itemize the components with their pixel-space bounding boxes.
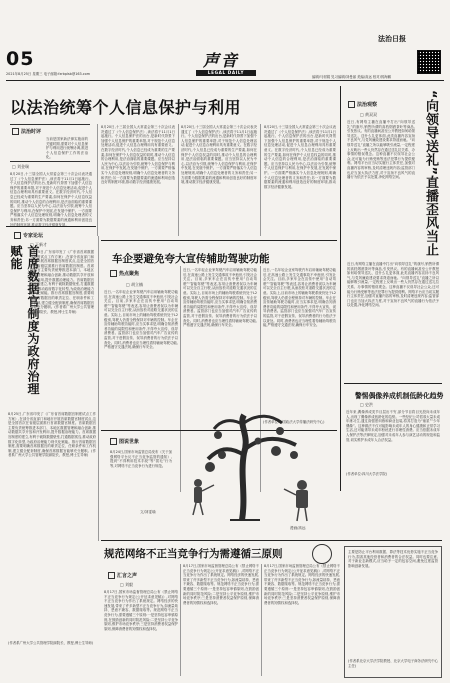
main-body-col3: 8月20日,十三届全国人大常委会第三十次会议表决通过了《个人信息保护法》,该法将于11月1日起施行。个人信息保护法的出台,是新时代背景下加强个人信息保护的重要举措,对于规范个人信息处理活动,促进个人信息合理利用具有重要意义。在数字经济时代,个人信息已经成为重要的生产要素,如何在保护个人信息权益的同时,推动个人信息的合理利用,是法治面临的重要课题。应当坚持以人民为中心,以法治为引领,统筹个人信息保护与利用,在保护中发展,在发展中保护。一方面要严格落实个人信息处理规则,明确个人信息处理者的义务和责任;另一方面要为数据要素的流通和利用创造良好的制度环境,推动数字经济健康发展。 [181, 125, 257, 185]
pen-icon [108, 572, 115, 579]
right-author: □ 黄双双 [360, 112, 378, 117]
bottom-side-body: 主要是防止平台利用数据、算法等技术优势实施不正当竞争行为,损害其他经营者和消费者的合法权益。同时也要注意,对于新业态新模式,应当给予一定的包容空间,避免过度监管影响创新发展。 [348, 550, 438, 568]
car-author: □ 胡立楠 [126, 282, 144, 287]
bottom-circle-icon [312, 544, 332, 564]
car-footnote: (作者单位:中国政法大学传播法研究中心) [263, 420, 325, 424]
header-editors: 编辑/马树娟 见习编辑/刘曼丽 美编/高远 校对/郭海鹏 [312, 75, 392, 79]
section-name-en: LEGAL DAILY [207, 70, 245, 75]
header-meta: 2021年8月25日 星期三 电子邮箱:fzrbplsb@163.com [6, 72, 91, 76]
main-author: □ 刘金瑞 [12, 164, 30, 169]
bottom-author: □ 刘毅 [120, 582, 134, 587]
section-name: 声音 [203, 51, 240, 70]
car-headline: 车企要避免夸大宣传辅助驾驶功能 [112, 253, 270, 265]
pen-icon [110, 438, 117, 445]
idol-body: 近年来,偶像养成类节目层出不穷,部分节目将目光投向未成年人,出现了偶像养成低龄化的趋势。一些经纪公司招募大量未成年练习生,通过高强度训练和商业包装,将其打造为“童星”“少年偶像”。这种做法不仅可能影响未成年人的身心健康和正常学习生活,还可能诱导未成年粉丝进行非理性消费。应当依据未成年人保护法等法律规定,加强对未成年人参与演艺活动的规范和监管,切实维护未成年人合法权益。 [346, 410, 440, 442]
bottom-body-col2: 8月17日,国家市场监督管理总局公布《禁止网络不正当竞争行为规定(公开征求意见稿)》,对网络不正当竞争行为作出了系统规定。网络经济的快速发展,带来了许多新型不正当竞争行为,如流量劫持、恶意不兼容、数据爬取等。规范网络不正当竞争行为,需要遵循三个原则:一是坚持包容审慎原则,在鼓励创新的同时防范风险;二是坚持公平竞争原则,维护市场竞争秩序;三是坚持消费者权益保护原则,保障消费者的知情权和选择权。 [183, 564, 259, 605]
main-headline: 以法治统筹个人信息保护与利用 [10, 98, 242, 117]
masthead: 法治日报 [378, 34, 406, 43]
cartoon-caption: 8月24日,国家市场监管总局发布《关于加强网络平台反不正当竞争监管的通知》,提到“不得利用技术手段”等“拔毛”行为等,对网络不正当竞争行为进行规范。 [110, 450, 172, 468]
car-body-col3: 近日,一名年轻企业家驾驶汽车启用辅助驾驶功能后,在高速公路上发生交通事故不幸逝世,引发社会关注。目前,多家车企在宣传中使用“自动驾驶”“智能驾驶”等表述,容易让消费者误以为车辆可以完全自主行驶,从而放松对道路交通状况的注意。实际上,目前市场上的辅助驾驶系统仍处于L2级别,驾驶人仍需全程保持对车辆的控制。车企在宣传辅助驾驶功能时,应当实事求是,明确告知消费者功能的局限性和使用条件,不得夸大宣传、误导消费者。监管部门也应当加强对汽车广告宣传的监管,对于虚假宣传、误导消费者的行为依法予以查处。同时,消费者也应当理性看待辅助驾驶功能,严格遵守交通法规,确保行车安全。 [263, 268, 336, 328]
main-body-col2: 8月20日,十三届全国人大常委会第三十次会议表决通过了《个人信息保护法》,该法将于11月1日起施行。个人信息保护法的出台,是新时代背景下加强个人信息保护的重要举措,对于规范个人信息处理活动,促进个人信息合理利用具有重要意义。在数字经济时代,个人信息已经成为重要的生产要素,如何在保护个人信息权益的同时,推动个人信息的合理利用,是法治面临的重要课题。应当坚持以人民为中心,以法治为引领,统筹个人信息保护与利用,在保护中发展,在发展中保护。一方面要严格落实个人信息处理规则,明确个人信息处理者的义务和责任;另一方面要为数据要素的流通和利用创造良好的制度环境,推动数字经济健康发展。 [101, 125, 175, 185]
main-column-box [10, 124, 90, 162]
left-headline: 首席数据官制度为政府治理赋能 [9, 245, 40, 395]
car-body-col1: 近日,一名年轻企业家驾驶汽车启用辅助驾驶功能后,在高速公路上发生交通事故不幸逝世,引发社会关注。目前,多家车企在宣传中使用“自动驾驶”“智能驾驶”等表述,容易让消费者误以为车辆可以完全自主行驶,从而放松对道路交通状况的注意。实际上,目前市场上的辅助驾驶系统仍处于L2级别,驾驶人仍需全程保持对车辆的控制。车企在宣传辅助驾驶功能时,应当实事求是,明确告知消费者功能的局限性和使用条件,不得夸大宣传、误导消费者。监管部门也应当加强对汽车广告宣传的监管,对于虚假宣传、误导消费者的行为依法予以查处。同时,消费者也应当理性看待辅助驾驶功能,严格遵守交通法规,确保行车安全。 [104, 290, 178, 350]
car-body-col2: 近日,一名年轻企业家驾驶汽车启用辅助驾驶功能后,在高速公路上发生交通事故不幸逝世,引发社会关注。目前,多家车企在宣传中使用“自动驾驶”“智能驾驶”等表述,容易让消费者误以为车辆可以完全自主行驶,从而放松对道路交通状况的注意。实际上,目前市场上的辅助驾驶系统仍处于L2级别,驾驶人仍需全程保持对车辆的控制。车企在宣传辅助驾驶功能时,应当实事求是,明确告知消费者功能的局限性和使用条件,不得夸大宣传、误导消费者。监管部门也应当加强对汽车广告宣传的监管,对于虚假宣传、误导消费者的行为依法予以查处。同时,消费者也应当理性看待辅助驾驶功能,严格遵守交通法规,确保行车安全。 [183, 268, 257, 328]
bottom-side-box [344, 546, 442, 678]
idol-headline: 警惕偶像养成机制低龄化趋势 [355, 392, 444, 400]
car-column-tag: 热点聚焦 [110, 270, 139, 277]
pruning-person [284, 480, 308, 521]
cartoon-illustration [180, 395, 340, 525]
qr-code [417, 50, 441, 74]
page-number: 05 [6, 48, 35, 70]
section-name-en-bar [196, 70, 256, 76]
pen-icon [12, 128, 19, 135]
left-author: □ 王新才 [30, 242, 48, 247]
pen-icon [110, 270, 117, 277]
pen-icon [348, 101, 355, 108]
right-headline: “向领导送礼”直播歪风当止 [423, 90, 438, 257]
bottom-column-tag: 汇言之声 [108, 572, 137, 579]
person-with-scissors [193, 479, 214, 515]
right-body-b: 近日,有网络主播在直播中打出“向领导送礼”的旗号,销售所谓的高档烟酒茶叶等商品,引发热议。有的直播间甚至公开教授如何给领导送礼、送什么礼更体面,此类直播内容宣扬不良风气,与党风廉政建设要求背道而驰。“向领导送礼”直播之所以能够吸引流量,一定程度上反映出一些人仍然存在通过送礼拉关系、办事情的错误观念。这种直播不仅误导社会公众,还可能为行贿受贿等违法犯罪行为提供便利。网络平台应当切实履行主体责任,加强对直播内容的审核,及时清理违规内容;监管部门也应当加大执法力度,对于宣扬不良风气的直播行为依法予以处置,净化网络空间。 [347, 262, 439, 308]
bottom-body-col1: 8月17日,国家市场监督管理总局公布《禁止网络不正当竞争行为规定(公开征求意见稿)》,对网络不正当竞争行为作出了系统规定。网络经济的快速发展,带来了许多新型不正当竞争行为,如流量劫持、恶意不兼容、数据爬取等。规范网络不正当竞争行为,需要遵循三个原则:一是坚持包容审慎原则,在鼓励创新的同时防范风险;二是坚持公平竞争原则,维护市场竞争秩序;三是坚持消费者权益保护原则,保障消费者的知情权和选择权。 [104, 590, 178, 631]
right-body-a: 近日,有网络主播在直播中打出“向领导送礼”的旗号,销售所谓的高档烟酒茶叶等商品,引发热议。有的直播间甚至公开教授如何给领导送礼、送什么礼更体面,此类直播内容宣扬不良风气,与党风廉政建设要求背道而驰。“向领导送礼”直播之所以能够吸引流量,一定程度上反映出一些人仍然存在通过送礼拉关系、办事情的错误观念。这种直播不仅误导社会公众,还可能为行贿受贿等违法犯罪行为提供便利。网络平台应当切实履行主体责任,加强对直播内容的审核,及时清理违规内容;监管部门也应当加大执法力度,对于宣扬不良风气的直播行为依法予以处置,净化网络空间。 [347, 120, 415, 180]
bottom-footnote: (作者系北京大学法学院教授、北京大学电子商务法研究中心主任) [348, 659, 438, 668]
main-body-col1: 8月20日,十三届全国人大常委会第三十次会议表决通过了《个人信息保护法》,该法将于11月1日起施行。个人信息保护法的出台,是新时代背景下加强个人信息保护的重要举措,对于规范个人信息处理活动,促进个人信息合理利用具有重要意义。在数字经济时代,个人信息已经成为重要的生产要素,如何在保护个人信息权益的同时,推动个人信息的合理利用,是法治面临的重要课题。应当坚持以人民为中心,以法治为引领,统筹个人信息保护与利用,在保护中发展,在发展中保护。一方面要严格落实个人信息处理规则,明确个人信息处理者的义务和责任;另一方面要为数据要素的流通和利用创造良好的制度环境,推动数字经济健康发展。 [10, 172, 92, 227]
idol-footnote: (作者单位:四川大学法学院) [346, 472, 388, 476]
main-summary: 当前是国家新法律实施前的关键时期,需要对个人信息保护与利用进行统筹协调,推进个人信息保护工作的法治化。 [46, 137, 88, 160]
cartoon-column-tag: 图说世象 [110, 438, 139, 445]
pen-icon [14, 232, 21, 239]
bottom-body-col3: 8月17日,国家市场监督管理总局公布《禁止网络不正当竞争行为规定(公开征求意见稿)》,对网络不正当竞争行为作出了系统规定。网络经济的快速发展,带来了许多新型不正当竞争行为,如流量劫持、恶意不兼容、数据爬取等。规范网络不正当竞争行为,需要遵循三个原则:一是坚持包容审慎原则,在鼓励创新的同时防范风险;二是坚持公平竞争原则,维护市场竞争秩序;三是坚持消费者权益保护原则,保障消费者的知情权和选择权。 [264, 564, 340, 605]
main-body-col4: 8月20日,十三届全国人大常委会第三十次会议表决通过了《个人信息保护法》,该法将于11月1日起施行。个人信息保护法的出台,是新时代背景下加强个人信息保护的重要举措,对于规范个人信息处理活动,促进个人信息合理利用具有重要意义。在数字经济时代,个人信息已经成为重要的生产要素,如何在保护个人信息权益的同时,推动个人信息的合理利用,是法治面临的重要课题。应当坚持以人民为中心,以法治为引领,统筹个人信息保护与利用,在保护中发展,在发展中保护。一方面要严格落实个人信息处理规则,明确个人信息处理者的义务和责任;另一方面要为数据要素的流通和利用创造良好的制度环境,推动数字经济健康发展。 [264, 125, 336, 189]
left-body-a: 8月25日,广东省印发了《广东省首席数据官制度试点工作方案》,在部分省直部门和地市开展首席数据官制度试点,这是全国首次在省级层面推行首席数据官制度。首席数据官主要负责统筹推进本部门、本地区数据管理和融合创新,推动数据共享开放和开发利用,提升数据治理能力。首席数据官制度的建立,有利于破除数据壁垒,打通数据孤岛,推动政府数字化转型,为政府治理能力现代化赋能。推行首席数据官制度,需要明确首席数据官的职责定位、任职条件和工作机制,建立健全配套制度,确保首席数据官能够充分履职。(作者系广州大学公共管理学院副院长、教授,博士生导师) [30, 250, 94, 314]
cartoon-author: 文/刘雯瑜 [140, 510, 156, 514]
right-column-tag: 法治观察 [348, 101, 377, 108]
bottom-headline: 规范网络不正当竞争行为需遵循三原则 [104, 548, 283, 560]
left-body-b: 8月25日,广东省印发了《广东省首席数据官制度试点工作方案》,在部分省直部门和地市开展首席数据官制度试点,这是全国首次在省级层面推行首席数据官制度。首席数据官主要负责统筹推进本部门、本地区数据管理和融合创新,推动数据共享开放和开发利用,提升数据治理能力。首席数据官制度的建立,有利于破除数据壁垒,打通数据孤岛,推动政府数字化转型,为政府治理能力现代化赋能。推行首席数据官制度,需要明确首席数据官的职责定位、任职条件和工作机制,建立健全配套制度,确保首席数据官能够充分履职。(作者系广州大学公共管理学院副院长、教授,博士生导师) [8, 412, 96, 458]
left-column-tag: 专家论坛 [14, 232, 43, 239]
header-rule [6, 80, 444, 81]
cartoon-artist: 漫画/高远 [290, 526, 306, 530]
left-footnote: (作者系广州大学公共管理学院副院长、教授,博士生导师) [8, 641, 94, 645]
main-column-tag: 法治时评 [12, 128, 41, 135]
idol-author: □ 史洪 [360, 402, 374, 407]
